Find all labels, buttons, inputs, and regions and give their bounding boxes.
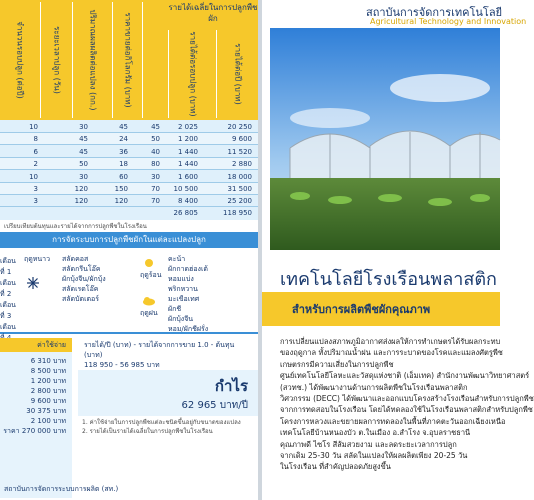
- table-cell: 1 600: [177, 172, 198, 181]
- revenue-values: 118 950 - 56 985 บาท: [84, 361, 160, 369]
- table-cell: 1 440: [177, 160, 198, 169]
- table-cell: 150: [114, 185, 128, 193]
- body-line: คุณภาพดี ไซโร สีส้มสวยงาม และลดระยะเวลาการปลูก: [280, 439, 457, 449]
- table-cell: 70: [151, 185, 160, 193]
- table-cell: 25 200: [227, 197, 252, 206]
- table-cell: 36: [119, 147, 128, 156]
- body-text: [280, 336, 534, 473]
- table-row: [0, 158, 258, 170]
- header-cycles: จำนวนรอบปลูก (ต่อปี): [15, 21, 25, 99]
- month-item: เดือนที่ 3: [0, 301, 16, 320]
- table-note: เปรียบเทียบต้นทุนและรายได้จากการปลูกพืชในโรงเรือน: [4, 223, 147, 230]
- table-cell: 1 440: [177, 147, 198, 156]
- schedule-body: [0, 250, 258, 334]
- table-cell: 18: [119, 160, 128, 169]
- table-cell: 30: [79, 123, 88, 131]
- body-line: (สวทช.) ได้พัฒนางานด้านการผลิตพืชในโรงเรือนพลาสติก: [280, 382, 468, 392]
- table-cell: 20 250: [227, 123, 252, 131]
- cost-item: ราคา 270 000 บาท: [3, 427, 66, 435]
- cost-item: 8 500 บาท: [30, 367, 66, 375]
- total-cycle: 26 805: [173, 209, 198, 217]
- header-price-2: [142, 2, 168, 118]
- season-c-label: ฤดูฝน: [140, 309, 158, 317]
- body-line: ในโรงเรือน ที่สำคัญปลอดภัยสูงขึ้น: [280, 462, 391, 472]
- cost-section: [0, 338, 258, 500]
- table-cell: 3: [33, 197, 38, 206]
- table-cell: 31 500: [227, 185, 252, 193]
- table-total-row: [0, 208, 258, 220]
- header-group: รายได้เฉลี่ยในการปลูกพืชผัก: [168, 3, 258, 23]
- cost-item: 9 600 บาท: [30, 397, 66, 405]
- bottom-text: สถาบันการจัดการระบบการผลิต (สท.): [4, 485, 119, 493]
- table-cell: 2: [33, 160, 38, 169]
- header-duration: ระยะเวลาปลูก (วัน): [40, 2, 72, 118]
- profit-box: [78, 370, 258, 416]
- cost-panel: [0, 338, 72, 498]
- schedule-title: การจัดระบบการปลูกพืชผักในแต่ละแปลงปลูก: [0, 232, 258, 248]
- cost-item: 6 310 บาท: [30, 357, 66, 365]
- table-cell: 2 025: [177, 123, 198, 131]
- table-cell: 8: [33, 135, 38, 144]
- table-cell: 120: [74, 197, 88, 206]
- month-item: เดือนที่ 2: [0, 279, 16, 298]
- table-cell: 6: [33, 147, 38, 156]
- body-line: เทคโนโลยีบ้านหนองบัว ต.ในเมือง อ.สำโรง จ.อุบลราชธานี: [280, 428, 471, 438]
- table-cell: 30: [79, 172, 88, 181]
- table-cell: 1 200: [177, 135, 198, 144]
- body-line: การเปลี่ยนแปลงสภาพภูมิอากาศส่งผลให้การทำเกษตรได้รับผลกระทบ: [280, 337, 501, 346]
- month-item: เดือน: [0, 323, 16, 331]
- cost-item: 2 800 บาท: [30, 387, 66, 395]
- table-row: [0, 146, 258, 158]
- body-line: จากการทดสอบในโรงเรือน โดยได้ทดลองใช้ในโรงเรือนพลาสติกสำหรับปลูกพืช: [280, 405, 533, 415]
- body-line: จากเดิม 25-30 วัน สลัดในแปลงให้ผลผลิตเพียง 20-25 วัน: [280, 451, 468, 461]
- crop-list-a: สลัดคอส สลัดกรีนโอ๊ค ผักบุ้งจีน/ผักบุ้ง สลัดเรดโอ๊ค สลัดบัตเตอร์: [62, 255, 106, 303]
- cost-header: ค่าใช้จ่าย: [0, 338, 72, 352]
- table-row: [0, 195, 258, 207]
- table-cell: 120: [114, 197, 128, 206]
- org-name: สถาบันการจัดการเทคโนโลยี: [366, 6, 503, 19]
- cost-list: [0, 356, 70, 436]
- table-cell: 40: [151, 147, 160, 156]
- table-cell: 45: [119, 123, 128, 131]
- table-cell: 45: [79, 147, 88, 156]
- table-cell: 3: [33, 185, 38, 193]
- table-cell: 30: [151, 172, 160, 181]
- crop-list-b: คะน้า ผักกาดฮ่องเต้ หอมแบ่ง พริกหวาน มะเขือเทศ ผักชี ผักบุ้งจีน หอม/ผักชีฝรั่ง: [168, 255, 209, 333]
- table-cell: 70: [151, 197, 160, 206]
- table-cell: 10: [29, 172, 38, 181]
- greenhouse-photo: [270, 28, 500, 250]
- revenue-box: [78, 338, 258, 368]
- right-page: [262, 0, 534, 500]
- main-heading: เทคโนโลยีโรงเรือนพลาสติก: [280, 269, 497, 290]
- org-subtitle: Agricultural Technology and Innovation: [370, 17, 527, 26]
- body-line: ศูนย์เทคโนโลยีโลหะและวัสดุแห่งชาติ (เอ็มเทค) สำนักงานพัฒนาวิทยาศาสตร์: [280, 371, 530, 381]
- table-row: [0, 183, 258, 195]
- table-cell: 10: [29, 123, 38, 131]
- table-row: [0, 133, 258, 145]
- table-row: [0, 171, 258, 183]
- cost-item: 2 100 บาท: [30, 417, 66, 425]
- season-b-label: ฤดูร้อน: [140, 271, 162, 279]
- body-line: โครงการหลวงและขยายผลการทดลองในพื้นที่ภาคตะวันออกเฉียงเหนือ: [280, 416, 506, 426]
- header-income-cycle: รายได้ต่อรอบปลูก (บาท): [168, 30, 216, 118]
- header-income-year: รายได้ต่อปี (บาท): [216, 30, 258, 118]
- table-header: [0, 0, 258, 140]
- table-cell: 60: [119, 172, 128, 181]
- table-cell: 50: [151, 135, 160, 144]
- body-line: เกษตรกรมีความเสี่ยงในการปลูกพืช: [280, 359, 394, 369]
- table-cell: 80: [151, 160, 160, 169]
- table-cell: 9 600: [231, 135, 252, 144]
- season-a-label: ฤดูหนาว: [24, 255, 51, 263]
- table-cell: 50: [79, 160, 88, 169]
- month-item: เดือนที่ 1: [0, 257, 16, 276]
- sun-icon: [142, 256, 156, 270]
- table-cell: 45: [79, 135, 88, 144]
- body-line: ของฤดูกาล ทั้งปริมาณน้ำฝน และการระบาดของโรคและแมลงศัตรูพืช: [280, 348, 503, 358]
- greenhouse-structure: [290, 131, 500, 178]
- note-item: 2. รายได้เป็นรายได้เฉลี่ยในการปลูกพืชในโรงเรือน: [82, 428, 213, 435]
- table-cell: 2 880: [231, 160, 252, 169]
- table-cell: 120: [74, 185, 88, 193]
- note-item: 1. ค่าใช้จ่ายในการปลูกพืชแต่ละชนิดขึ้นอยู่กับขนาดของแปลง: [82, 419, 241, 426]
- subheading: สำหรับการผลิตพืชผักคุณภาพ: [292, 303, 431, 316]
- header-price: ราคาขายต่อกิโลกรัม (บาท): [112, 2, 142, 118]
- body-line: วิศวกรรม (DECC) ได้พัฒนาและออกแบบโครงสร้างโรงเรือนสำหรับการปลูกพืช: [280, 394, 534, 404]
- cost-item: 30 375 บาท: [26, 407, 66, 415]
- table-cell: 45: [151, 123, 160, 131]
- cost-item: 1 200 บาท: [30, 377, 66, 385]
- table-cell: 24: [119, 135, 128, 144]
- profit-value: 62 965 บาท/ปี: [181, 400, 248, 411]
- snowflake-icon: [26, 276, 40, 290]
- header-yield: ปริมาณผลผลิตต่อแปลง (กก.): [72, 2, 112, 118]
- left-page: [0, 0, 258, 500]
- profit-panel: [78, 338, 258, 458]
- table-row: [0, 121, 258, 133]
- table-cell: 18 000: [227, 172, 252, 181]
- notes: [78, 418, 258, 436]
- table-cell: 10 500: [173, 185, 198, 193]
- table-cell: 11 520: [227, 147, 252, 156]
- revenue-text: รายได้/ปี (บาท) - รายได้จากการขาย 1.0 - ต้นทุน (บาท): [84, 341, 235, 359]
- total-year: 118 950: [223, 209, 252, 217]
- profit-label: กำไร: [214, 377, 248, 395]
- table-cell: 8 400: [177, 197, 198, 206]
- cloud-icon: [142, 294, 156, 308]
